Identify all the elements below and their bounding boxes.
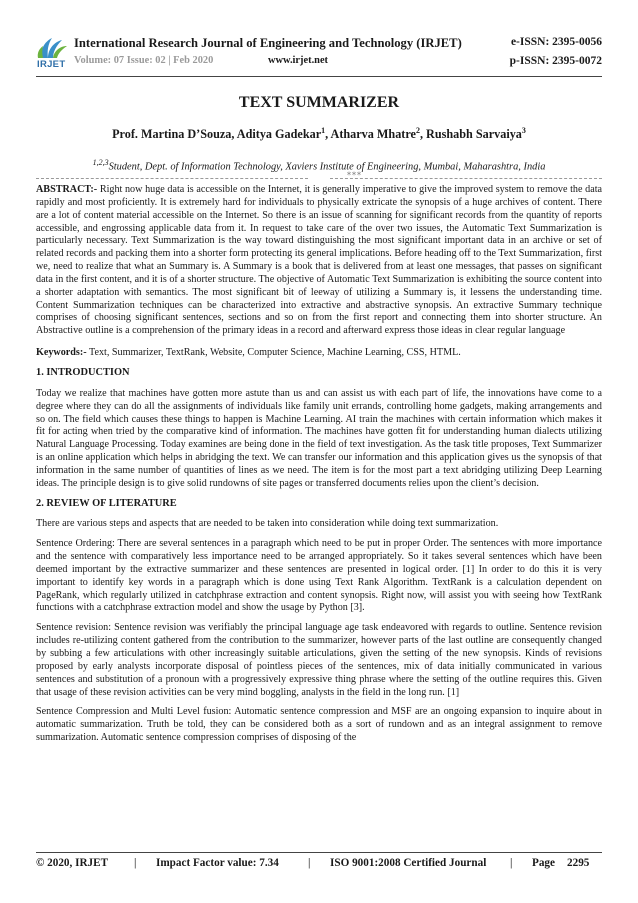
footer-separator: | bbox=[510, 857, 513, 869]
footer-impact-factor: Impact Factor value: 7.34 bbox=[156, 857, 279, 869]
footer-divider bbox=[36, 852, 602, 853]
paragraph: Sentence revision: Sentence revision was verifiably the principal language age task endeavored with regards to outline. Sentence revision includes re-utilizing content gathered from the contribution to the summarizer, however parts of the last outline are consequently changed by subbing a few articulations with other increasingly suitable articulations, given the setting of the new synopsis. Kinds of revisions proposed by early analysts incorporate disposal of pointless pieces of the sentences, mix of data initially communicated in various sentences and substitution of a pronoun with a progressively expressive thing phrase where the setting of the outline requires this. Given that usage of these revision activities can be very mind boggling, analysts in the field in the long run. [1] bbox=[36, 622, 602, 698]
separator-stars: *** bbox=[347, 171, 362, 180]
author-mark: 1 bbox=[321, 126, 326, 135]
keywords bbox=[36, 347, 602, 360]
author-name: Rushabh Sarvaiya bbox=[426, 127, 522, 142]
section-heading: 1. INTRODUCTION bbox=[36, 366, 130, 378]
header-divider bbox=[36, 76, 602, 77]
abstract-label: ABSTRACT:- bbox=[36, 184, 98, 195]
author-mark: 2 bbox=[415, 126, 420, 135]
abstract bbox=[36, 184, 602, 338]
keywords-label: Keywords:- bbox=[36, 347, 87, 359]
author-name: Atharva Mhatre bbox=[330, 127, 416, 142]
footer-copyright: © 2020, IRJET bbox=[36, 857, 109, 869]
abstract-text: Right now huge data is accessible on the Internet, it is generally imperative to give the improved system to remove the data rapidly and most proficiently. It is extremely hard for individuals to physically extricate the synopsis of a huge archives of content. There are a lot of content material accessible on the Internet. So there is an issue of scanning for significant records from the quantity of reports accessible, and engrossing applicable data from it. In request to take care of the over two issues, the Automatic Text Summarization is particularly necessary. Text Summarization is the way toward distinguishing the most significant important data in an archive or set of related records and packing them into a shorter form protecting its general implications. Before heading off to the Text Summarization, first we, need to realize that what an Summary is. A Summary is a book that is delivered from at least one messages, that passes on significant data in the first content, and it is of a shorter structure. The objective of Automatic Text Summarization is exhibiting the source content into a shorter adaptation with semantics. The most significant bit of leeway of utilizing a Summary is, it lessens the understanding time. Content Summarization techniques can be characterized into extractive and abstractive synopsis. An extractive Summary technique comprises of choosing significant sentences, sections and so on from the first report and connecting them into shorter structure. An Abstractive outline is a comprehension of the primary ideas in a record and afterward express those ideas in clear regular language bbox=[36, 184, 603, 337]
author-name: Prof. Martina D’Souza bbox=[112, 127, 232, 142]
paper-title: TEXT SUMMARIZER bbox=[238, 94, 400, 111]
footer-separator: | bbox=[308, 857, 311, 869]
paragraph: Sentence Compression and Multi Level fusion: Automatic sentence compression and MSF are an ongoing expansion to inquire about in automatic summarization. Truth be told, they can be considered both as a sort of rundown and as an integral assignment to remove summarization. Automatic sentence compression comprises of disposing of the bbox=[36, 706, 602, 744]
affiliation-mark: 1,2,3 bbox=[92, 158, 109, 167]
keywords-text: Text, Summarizer, TextRank, Website, Computer Science, Machine Learning, CSS, HTML. bbox=[88, 347, 461, 359]
journal-website[interactable]: www.irjet.net bbox=[268, 55, 329, 66]
paragraph: Today we realize that machines have gotten more astute than us and can assist us with each part of life, the innovations have come to a degree where they can do all the assignments of individuals like family unit errands, controlling home gadgets, making arrangements and so on. The field which causes these things to happen is Machine Learning. AI train the machines with certain information which makes it fit for acting when tried by the comparative kind of information. The machines have gotten fit for understanding human dialects utilizing Natural Language Processing. Today examines are being done in the field of text investigation. As the task title proposes, Text Summarizer is an online application which helps in abridging the text. We can transfer our information and this application gives us the synopsis of that information in the same number of quantities of lines as we need. The item is for the most part a text abridging utilizing Deep Learning ideas. The principle design is to give solid rundowns of site pages or transferred documents relies upon the client’s decision. bbox=[36, 387, 602, 489]
footer-separator: | bbox=[134, 857, 137, 869]
footer-page-number: 2295 bbox=[567, 857, 590, 869]
irjet-logo bbox=[36, 34, 70, 74]
footer-iso: ISO 9001:2008 Certified Journal bbox=[330, 857, 487, 869]
paragraph: There are various steps and aspects that are needed to be taken into consideration while doing text summarization. bbox=[36, 518, 499, 530]
journal-title: International Research Journal of Engineering and Technology (IRJET) bbox=[74, 36, 462, 50]
affiliation-text: Student, Dept. of Information Technology, Xaviers Institute of Engineering, Mumbai, Maharashtra, India bbox=[108, 161, 546, 173]
footer-page-label: Page bbox=[532, 857, 555, 869]
affiliation bbox=[0, 158, 638, 172]
e-issn: e-ISSN: 2395-0056 bbox=[510, 36, 602, 48]
paragraph: Sentence Ordering: There are several sentences in a paragraph which need to be put in proper Order. The sentences with more importance and the sentence with comparatively less importance need to be arranged appropriately. So it takes several sentences which have been deemed important by the extractive summarizer and these sentences are presented in logical order. [1] In order to do this it is very important to identify key words in a paragraph which is done using Text Rank Algorithm. TextRank is a calculation dependent on PageRank, which regularly utilized in catchphrase extraction and content synopsis. Right now, will assist you with seeing how TextRank functions with a catchphrase extraction model and show the usage by Python [3]. bbox=[36, 538, 602, 614]
author-mark: 3 bbox=[521, 126, 526, 135]
author-list: Prof. Martina D’Souza, Aditya Gadekar$^1$, Atharva Mhatre$^2$, Rushabh Sarvaiya$^3$ bbox=[112, 126, 526, 142]
section-heading: 2. REVIEW OF LITERATURE bbox=[36, 497, 177, 509]
paper-body bbox=[36, 184, 602, 752]
section-separator bbox=[36, 171, 602, 181]
journal-header bbox=[36, 34, 602, 74]
p-issn: p-ISSN: 2395-0072 bbox=[509, 55, 602, 67]
logo-wordmark: IRJET bbox=[37, 59, 66, 70]
author-name: Aditya Gadekar bbox=[236, 127, 322, 142]
volume-issue: Volume: 07 Issue: 02 | Feb 2020 bbox=[74, 55, 214, 66]
